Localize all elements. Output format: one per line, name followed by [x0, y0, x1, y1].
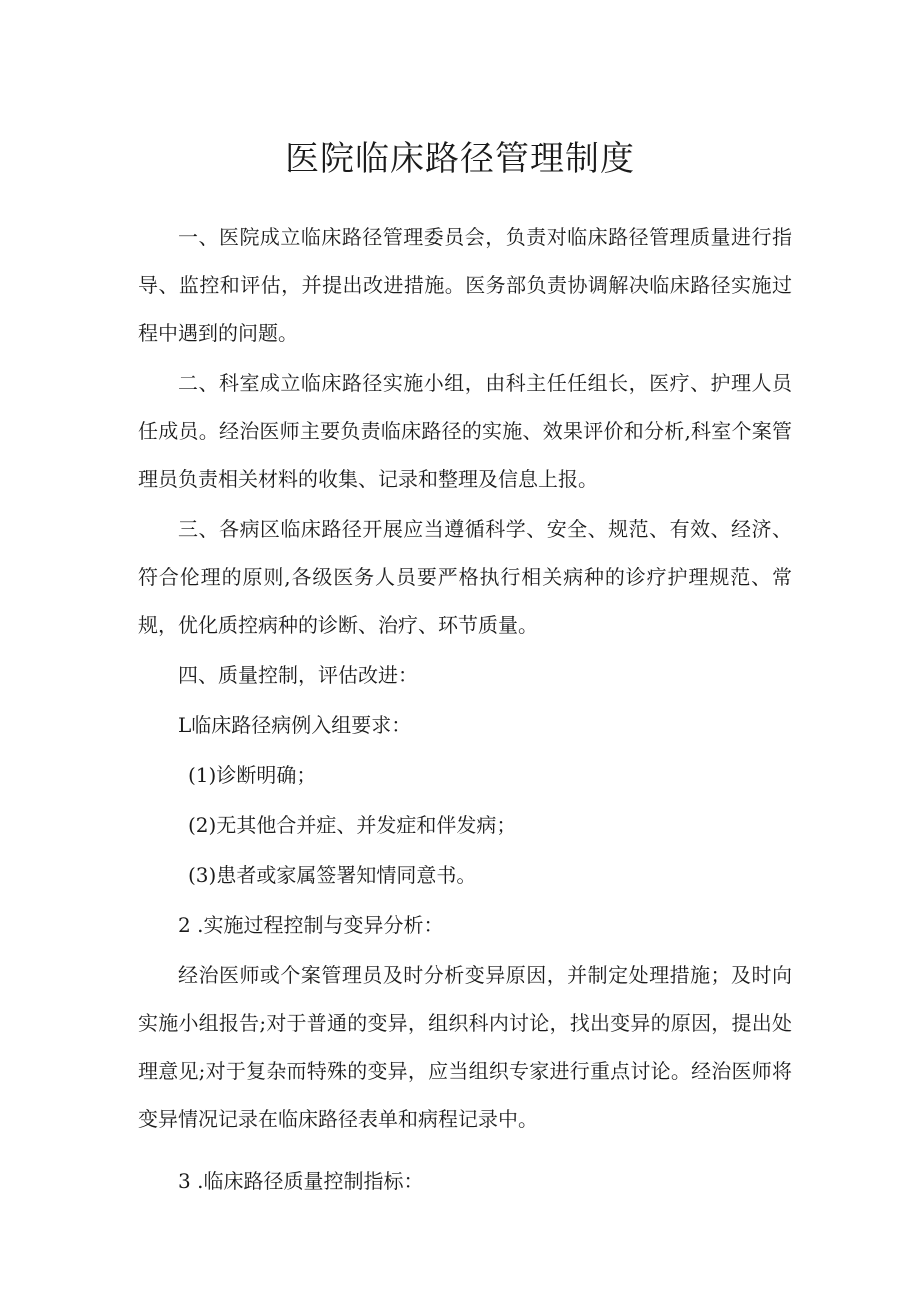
section-heading-quality-control: 四、质量控制，评估改进： [178, 663, 418, 687]
document-body [138, 213, 792, 1207]
paragraph-committee: 一、医院成立临床路径管理委员会，负责对临床路径管理质量进行指导、监控和评估，并提出改进措施。医务部负责协调解决临床路径实施过程中遇到的问题。 [138, 225, 792, 345]
paragraph-principles: 三、各病区临床路径开展应当遵循科学、安全、规范、有效、经济、符合伦理的原则,各级医务人员要严格执行相关病种的诊疗护理规范、常规，优化质控病种的诊断、治疗、环节质量。 [138, 517, 792, 637]
item-heading-indicators: 3 .临床路径质量控制指标： [178, 1169, 424, 1193]
list-item: (3)患者或家属签署知情同意书。 [188, 863, 477, 887]
list-item: (2)无其他合并症、并发症和伴发病； [188, 813, 517, 837]
item-heading-enrollment: L临床路径病例入组要求： [178, 713, 412, 737]
item-heading-variation: 2 .实施过程控制与变异分析： [178, 913, 444, 937]
document-title: 医院临床路径管理制度 [285, 139, 635, 179]
list-item: (1)诊断明确； [188, 763, 317, 787]
paragraph-variation: 经治医师或个案管理员及时分析变异原因，并制定处理措施；及时向实施小组报告;对于普通的变异，组织科内讨论，找出变异的原因，提出处理意见;对于复杂而特殊的变异，应当组织专家进行重点讨论。经治医师将变异情况记录在临床路径表单和病程记录中。 [138, 963, 792, 1131]
paragraph-implementation-group: 二、科室成立临床路径实施小组，由科主任任组长，医疗、护理人员任成员。经治医师主要负责临床路径的实施、效果评价和分析,科室个案管理员负责相关材料的收集、记录和整理及信息上报。 [138, 371, 792, 491]
